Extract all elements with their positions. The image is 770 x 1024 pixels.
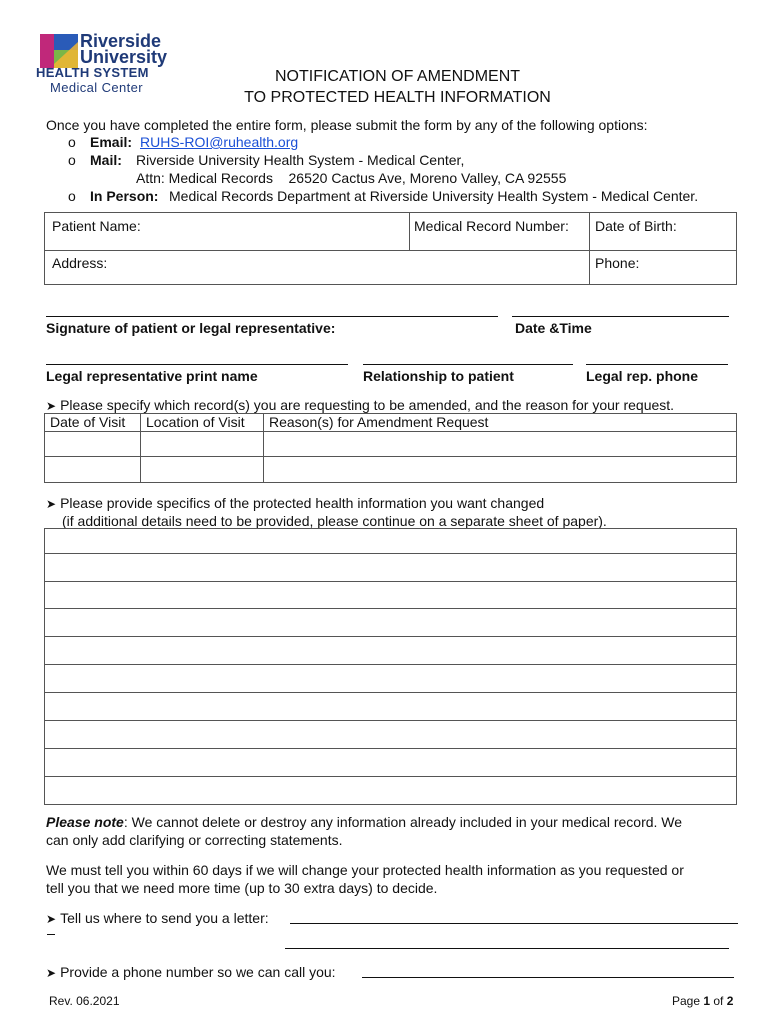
- page-number: [672, 992, 733, 1010]
- table-cell[interactable]: [141, 457, 264, 483]
- patient-name-field[interactable]: Patient Name:: [52, 218, 141, 234]
- ruled-line: [45, 608, 736, 609]
- signature-label: Signature of patient or legal representative:: [46, 320, 336, 336]
- datetime-label: Date &Time: [515, 320, 592, 336]
- page-current: 1: [703, 994, 711, 1008]
- divider: [589, 213, 590, 285]
- arrow-icon: ➤: [46, 399, 57, 413]
- bullet: o: [68, 134, 76, 150]
- phone-prompt: [46, 963, 336, 982]
- mail-line-1: Riverside University Health System - Medical Center,: [136, 152, 465, 168]
- letter-prompt: [46, 909, 269, 928]
- print-name-label: Legal representative print name: [46, 368, 258, 384]
- medical-record-number-field[interactable]: Medical Record Number:: [414, 218, 569, 234]
- table-cell[interactable]: [45, 457, 141, 483]
- divider: [409, 213, 410, 250]
- bullet: o: [68, 188, 76, 204]
- ruled-line: [45, 776, 736, 777]
- ruled-line: [45, 720, 736, 721]
- records-prompt-text: Please specify which record(s) you are requesting to be amended, and the reason for your request.: [60, 397, 675, 413]
- print-name-line[interactable]: [46, 364, 348, 365]
- arrow-icon: ➤: [46, 497, 57, 511]
- note-text-line-2: can only add clarifying or correcting statements.: [46, 832, 343, 848]
- logo-line-1: Riverside: [80, 31, 162, 51]
- signature-line[interactable]: [46, 316, 498, 317]
- mail-line-2: Attn: Medical Records 26520 Cactus Ave, Moreno Valley, CA 92555: [136, 170, 567, 186]
- phone-prompt-text: Provide a phone number so we can call you:: [60, 964, 336, 980]
- inperson-label: In Person:: [90, 188, 159, 204]
- specifics-prompt-text: Please provide specifics of the protected health information you want changed: [60, 495, 545, 511]
- logo: [36, 32, 196, 98]
- logo-line-3: HEALTH SYSTEM: [36, 65, 149, 80]
- page-prefix: Page: [672, 994, 704, 1008]
- page-title: [200, 66, 595, 108]
- table-cell[interactable]: [264, 457, 737, 483]
- ruled-line: [45, 553, 736, 554]
- specifics-box[interactable]: [44, 528, 737, 805]
- ruled-line: [45, 692, 736, 693]
- header-location-of-visit: Location of Visit: [141, 414, 264, 432]
- inperson-value: Medical Records Department at Riverside University Health System - Medical Center.: [169, 188, 699, 204]
- email-link[interactable]: RUHS-ROI@ruhealth.org: [140, 134, 299, 150]
- ruled-line: [45, 664, 736, 665]
- arrow-icon: ➤: [46, 912, 57, 926]
- bullet: o: [68, 152, 76, 168]
- arrow-icon: ➤: [46, 966, 57, 980]
- logo-mark-icon: [40, 34, 80, 68]
- ruled-line: [45, 636, 736, 637]
- relationship-label: Relationship to patient: [363, 368, 514, 384]
- phone-field[interactable]: Phone:: [595, 255, 640, 271]
- specifics-prompt-line-2: (if additional details need to be provided, please continue on a separate sheet of paper).: [62, 513, 607, 529]
- letter-address-line-2[interactable]: [285, 948, 729, 949]
- ruled-line: [45, 748, 736, 749]
- patient-info-box: [44, 212, 737, 285]
- logo-line-4: Medical Center: [50, 80, 144, 95]
- please-note: [46, 813, 682, 831]
- table-cell[interactable]: [45, 432, 141, 457]
- datetime-line[interactable]: [512, 316, 729, 317]
- header-date-of-visit: Date of Visit: [45, 414, 141, 432]
- page-total: 2: [726, 994, 734, 1008]
- relationship-line[interactable]: [363, 364, 573, 365]
- records-table: [44, 413, 737, 483]
- note-text: : We cannot delete or destroy any information already included in your medical record. We: [123, 814, 683, 830]
- note-label: Please note: [46, 814, 124, 830]
- page-of: of: [710, 994, 727, 1008]
- table-header-row: [45, 414, 737, 432]
- notice-line-2: tell you that we need more time (up to 30 extra days) to decide.: [46, 880, 438, 896]
- table-row: [45, 432, 737, 457]
- table-cell[interactable]: [264, 432, 737, 457]
- email-label: Email:: [90, 134, 133, 150]
- letter-address-line[interactable]: [290, 923, 738, 924]
- phone-number-line[interactable]: [362, 977, 734, 978]
- title-line-2: TO PROTECTED HEALTH INFORMATION: [244, 89, 551, 106]
- letter-prompt-text: Tell us where to send you a letter:: [60, 910, 269, 926]
- ruled-line: [45, 581, 736, 582]
- address-field[interactable]: Address:: [52, 255, 108, 271]
- date-of-birth-field[interactable]: Date of Birth:: [595, 218, 677, 234]
- specifics-prompt: [46, 494, 544, 513]
- notice-line-1: We must tell you within 60 days if we will change your protected health information as you requested or: [46, 862, 684, 878]
- rep-phone-line[interactable]: [586, 364, 728, 365]
- table-cell[interactable]: [141, 432, 264, 457]
- rep-phone-label: Legal rep. phone: [586, 368, 699, 384]
- revision-label: Rev. 06.2021: [49, 994, 120, 1008]
- header-reason: Reason(s) for Amendment Request: [264, 414, 737, 432]
- mail-label: Mail:: [90, 152, 122, 168]
- logo-line-2: University: [80, 47, 168, 67]
- intro-text: Once you have completed the entire form, please submit the form by any of the following options:: [46, 117, 648, 133]
- title-line-1: NOTIFICATION OF AMENDMENT: [274, 68, 521, 85]
- divider: [45, 250, 736, 251]
- short-line: [47, 934, 55, 935]
- table-row: [45, 457, 737, 483]
